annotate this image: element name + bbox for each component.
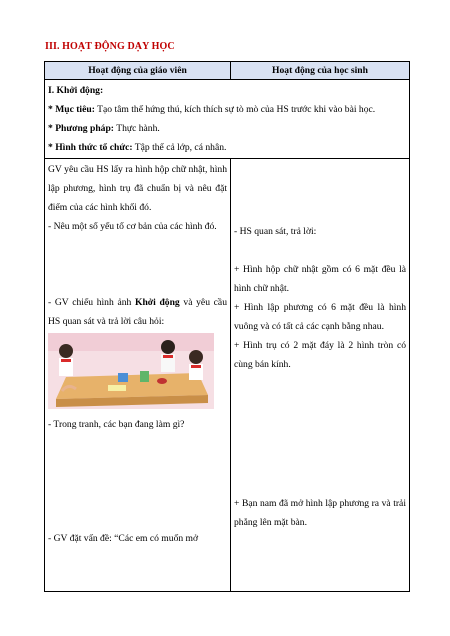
header-student: Hoạt động của học sinh [231, 62, 410, 80]
form-label: * Hình thức tổ chức: [48, 142, 133, 153]
student-s4: + Hình trụ có 2 mặt đáy là 2 hình tròn có cùng bán kính. [234, 340, 406, 370]
teacher-p5: - GV đặt vấn đề: “Các em có muốn mở [48, 533, 199, 544]
classroom-illustration [48, 333, 214, 409]
intro-heading: I. Khởi động: [48, 85, 104, 96]
method-line [48, 119, 406, 138]
form-text: Tập thể cả lớp, cá nhân. [132, 142, 227, 153]
teacher-p3: - GV chiếu hình ảnh Khởi động và yêu cầu HS quan sát và trả lời câu hỏi: [48, 297, 227, 327]
teacher-cell [45, 159, 231, 592]
student-s1: - HS quan sát, trả lời: [234, 226, 317, 237]
method-label: * Phương pháp: [48, 123, 114, 134]
goal-text: Tạo tâm thế hứng thú, kích thích sự tò mò của HS trước khi vào bài học. [94, 104, 376, 115]
section-title: III. HOẠT ĐỘNG DẠY HỌC [45, 41, 175, 52]
form-line [48, 138, 406, 157]
header-teacher: Hoạt động của giáo viên [45, 62, 231, 80]
student-s2: + Hình hộp chữ nhật gồm có 6 mặt đều là hình chữ nhật. [234, 264, 406, 294]
table-header-row [45, 62, 410, 80]
intro-row [45, 80, 410, 159]
activity-row [45, 159, 410, 592]
method-text: Thực hành. [114, 123, 160, 134]
student-s3: + Hình lập phương có 6 mặt đều là hình vuông và có tất cả các cạnh bằng nhau. [234, 302, 406, 332]
activity-table [44, 61, 410, 592]
goal-label: * Mục tiêu: [48, 104, 95, 115]
student-cell [231, 159, 410, 592]
teacher-p1: GV yêu cầu HS lấy ra hình hộp chữ nhật, hình lập phương, hình trụ đã chuẩn bị và nêu đặt điểm của các hình khối đó. [48, 164, 227, 213]
teacher-p4: - Trong tranh, các bạn đang làm gì? [48, 419, 185, 430]
goal-line [48, 100, 406, 119]
student-s5: + Bạn nam đã mở hình lập phương ra và trải phẳng lên mặt bàn. [234, 498, 406, 528]
intro-cell [45, 80, 410, 159]
teacher-p2: - Nêu một số yếu tố cơ bản của các hình đó. [48, 221, 217, 232]
